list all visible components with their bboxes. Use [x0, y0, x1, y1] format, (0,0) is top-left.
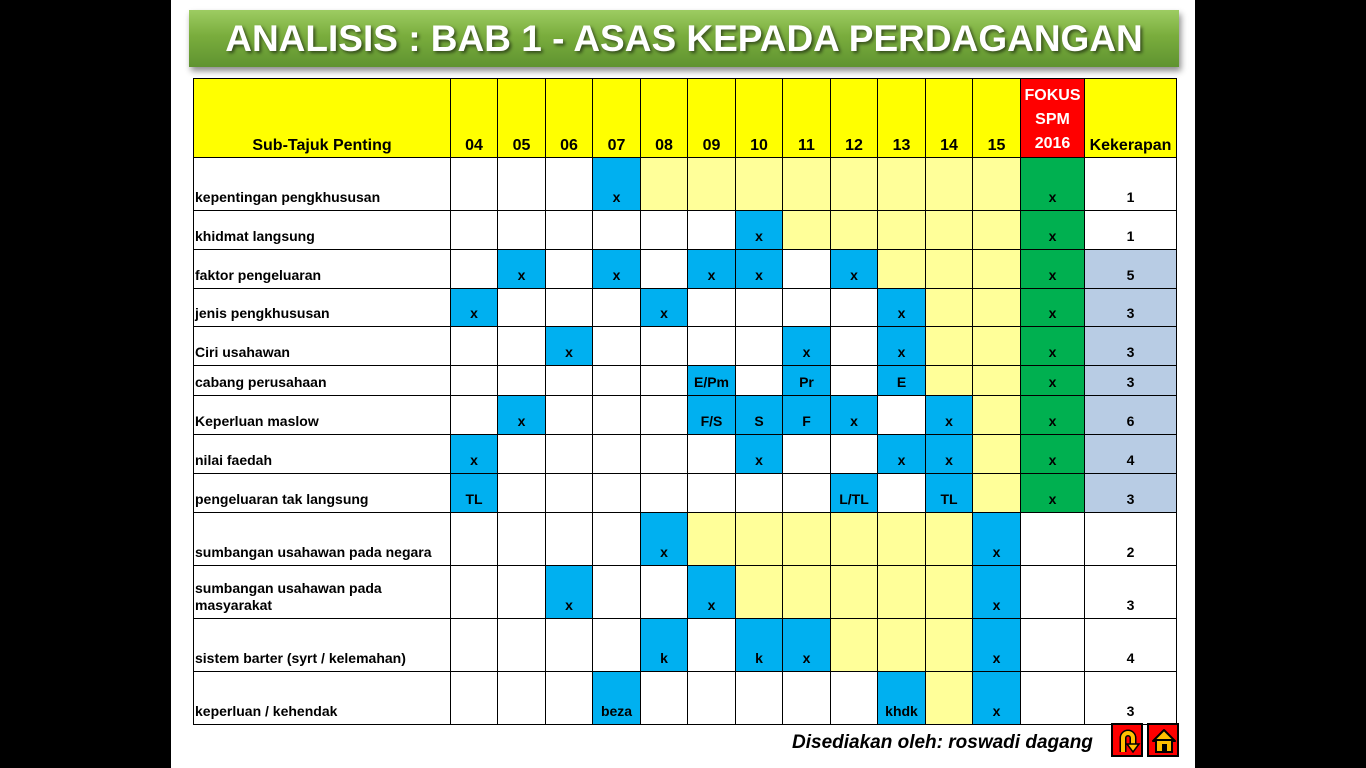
row-label: pengeluaran tak langsung — [194, 474, 451, 513]
year-cell — [498, 672, 546, 725]
year-cell — [878, 619, 926, 672]
year-cell: Pr — [783, 366, 831, 396]
year-cell — [688, 211, 736, 250]
title-banner — [189, 10, 1179, 67]
year-cell — [593, 513, 641, 566]
row-label: Ciri usahawan — [194, 327, 451, 366]
year-cell — [831, 435, 878, 474]
year-cell — [688, 513, 736, 566]
year-cell — [926, 250, 973, 289]
year-cell — [926, 513, 973, 566]
back-button[interactable] — [1111, 723, 1143, 757]
row-label: faktor pengeluaran — [194, 250, 451, 289]
year-cell — [546, 435, 593, 474]
header-cell: 15 — [973, 79, 1021, 158]
home-icon — [1151, 728, 1177, 754]
year-cell — [926, 158, 973, 211]
fokus-cell: x — [1021, 396, 1085, 435]
fokus-cell: x — [1021, 211, 1085, 250]
table-row — [194, 619, 1177, 672]
year-cell — [593, 619, 641, 672]
year-cell — [451, 211, 498, 250]
fokus-cell: x — [1021, 289, 1085, 327]
page-title: ANALISIS : BAB 1 - ASAS KEPADA PERDAGANGAN — [225, 18, 1143, 59]
year-cell — [593, 211, 641, 250]
header-cell: 11 — [783, 79, 831, 158]
header-cell: 07 — [593, 79, 641, 158]
year-cell — [878, 250, 926, 289]
year-cell — [498, 566, 546, 619]
fokus-cell: x — [1021, 474, 1085, 513]
kekerapan-cell: 3 — [1085, 672, 1177, 725]
year-cell — [831, 513, 878, 566]
table-row — [194, 435, 1177, 474]
year-cell — [451, 158, 498, 211]
table-row — [194, 250, 1177, 289]
year-cell — [973, 396, 1021, 435]
year-cell: x — [451, 289, 498, 327]
year-cell: x — [926, 396, 973, 435]
year-cell — [498, 327, 546, 366]
year-cell — [783, 513, 831, 566]
year-cell: x — [973, 566, 1021, 619]
slide — [171, 0, 1195, 768]
year-cell — [641, 366, 688, 396]
year-cell — [451, 672, 498, 725]
row-label: khidmat langsung — [194, 211, 451, 250]
year-cell: x — [736, 435, 783, 474]
year-cell: F/S — [688, 396, 736, 435]
year-cell — [546, 289, 593, 327]
year-cell — [498, 513, 546, 566]
year-cell — [973, 435, 1021, 474]
credit-text: Disediakan oleh: roswadi dagang — [792, 732, 1093, 753]
fokus-cell: x — [1021, 435, 1085, 474]
year-cell — [451, 327, 498, 366]
year-cell — [546, 211, 593, 250]
year-cell — [878, 396, 926, 435]
year-cell: x — [973, 513, 1021, 566]
kekerapan-cell: 2 — [1085, 513, 1177, 566]
kekerapan-cell: 3 — [1085, 327, 1177, 366]
year-cell — [593, 289, 641, 327]
year-cell: x — [831, 250, 878, 289]
year-cell — [878, 566, 926, 619]
year-cell — [831, 327, 878, 366]
year-cell: x — [878, 435, 926, 474]
year-cell: x — [498, 250, 546, 289]
year-cell — [451, 366, 498, 396]
kekerapan-cell: 6 — [1085, 396, 1177, 435]
year-cell: L/TL — [831, 474, 878, 513]
year-cell — [736, 327, 783, 366]
header-cell: 09 — [688, 79, 736, 158]
year-cell — [973, 211, 1021, 250]
year-cell — [546, 396, 593, 435]
table-row — [194, 327, 1177, 366]
year-cell — [688, 474, 736, 513]
year-cell — [593, 327, 641, 366]
year-cell — [973, 250, 1021, 289]
year-cell — [498, 289, 546, 327]
year-cell — [783, 158, 831, 211]
row-label: sumbangan usahawan pada negara — [194, 513, 451, 566]
year-cell: x — [498, 396, 546, 435]
year-cell — [546, 672, 593, 725]
header-cell: 04 — [451, 79, 498, 158]
year-cell — [688, 672, 736, 725]
fokus-cell: x — [1021, 158, 1085, 211]
year-cell — [451, 250, 498, 289]
year-cell: khdk — [878, 672, 926, 725]
kekerapan-cell: 3 — [1085, 566, 1177, 619]
year-cell — [498, 366, 546, 396]
year-cell — [641, 250, 688, 289]
year-cell — [878, 513, 926, 566]
year-cell — [641, 435, 688, 474]
year-cell — [546, 619, 593, 672]
header-cell: Sub-Tajuk Penting — [194, 79, 451, 158]
year-cell: x — [736, 250, 783, 289]
row-label: keperluan / kehendak — [194, 672, 451, 725]
year-cell: x — [783, 619, 831, 672]
year-cell — [783, 566, 831, 619]
year-cell — [641, 474, 688, 513]
year-cell — [498, 158, 546, 211]
year-cell: F — [783, 396, 831, 435]
year-cell — [688, 435, 736, 474]
year-cell: x — [973, 619, 1021, 672]
year-cell — [593, 435, 641, 474]
year-cell: x — [593, 250, 641, 289]
kekerapan-cell: 4 — [1085, 619, 1177, 672]
year-cell: x — [688, 250, 736, 289]
year-cell — [688, 327, 736, 366]
fokus-cell — [1021, 566, 1085, 619]
year-cell — [736, 513, 783, 566]
analysis-table — [193, 78, 1177, 725]
year-cell: x — [641, 289, 688, 327]
year-cell: x — [451, 435, 498, 474]
table-row — [194, 158, 1177, 211]
header-cell: 05 — [498, 79, 546, 158]
year-cell — [831, 211, 878, 250]
year-cell — [498, 435, 546, 474]
year-cell: x — [641, 513, 688, 566]
kekerapan-cell: 3 — [1085, 366, 1177, 396]
year-cell — [546, 366, 593, 396]
table-row — [194, 211, 1177, 250]
row-label: cabang perusahaan — [194, 366, 451, 396]
year-cell — [878, 158, 926, 211]
year-cell — [451, 513, 498, 566]
year-cell: k — [641, 619, 688, 672]
year-cell — [736, 158, 783, 211]
table-row — [194, 474, 1177, 513]
year-cell — [736, 366, 783, 396]
fokus-cell — [1021, 619, 1085, 672]
fokus-cell — [1021, 672, 1085, 725]
year-cell — [593, 566, 641, 619]
year-cell — [831, 366, 878, 396]
year-cell — [926, 566, 973, 619]
year-cell — [546, 158, 593, 211]
year-cell — [546, 474, 593, 513]
year-cell — [831, 672, 878, 725]
year-cell — [498, 211, 546, 250]
year-cell — [926, 619, 973, 672]
header-cell: 12 — [831, 79, 878, 158]
year-cell — [973, 327, 1021, 366]
year-cell: beza — [593, 672, 641, 725]
year-cell: x — [736, 211, 783, 250]
year-cell: x — [546, 566, 593, 619]
year-cell — [831, 619, 878, 672]
year-cell — [688, 289, 736, 327]
header-cell: 08 — [641, 79, 688, 158]
year-cell: TL — [926, 474, 973, 513]
kekerapan-cell: 5 — [1085, 250, 1177, 289]
year-cell — [641, 327, 688, 366]
u-turn-arrow-icon — [1115, 728, 1141, 754]
table-row — [194, 566, 1177, 619]
row-label: kepentingan pengkhususan — [194, 158, 451, 211]
year-cell: k — [736, 619, 783, 672]
year-cell — [783, 250, 831, 289]
year-cell — [783, 289, 831, 327]
year-cell — [688, 158, 736, 211]
year-cell — [641, 158, 688, 211]
kekerapan-cell: 1 — [1085, 211, 1177, 250]
year-cell — [973, 474, 1021, 513]
year-cell — [926, 211, 973, 250]
fokus-cell: x — [1021, 366, 1085, 396]
year-cell — [926, 289, 973, 327]
fokus-cell: x — [1021, 250, 1085, 289]
year-cell — [783, 474, 831, 513]
year-cell: TL — [451, 474, 498, 513]
row-label: sistem barter (syrt / kelemahan) — [194, 619, 451, 672]
year-cell — [736, 474, 783, 513]
year-cell — [783, 435, 831, 474]
year-cell — [973, 289, 1021, 327]
fokus-cell: x — [1021, 327, 1085, 366]
year-cell — [498, 619, 546, 672]
year-cell: S — [736, 396, 783, 435]
year-cell — [878, 211, 926, 250]
year-cell — [878, 474, 926, 513]
table-row — [194, 513, 1177, 566]
year-cell: x — [973, 672, 1021, 725]
year-cell — [736, 289, 783, 327]
year-cell — [926, 366, 973, 396]
year-cell — [546, 513, 593, 566]
year-cell — [783, 672, 831, 725]
year-cell: x — [878, 289, 926, 327]
year-cell — [641, 396, 688, 435]
year-cell — [783, 211, 831, 250]
year-cell: x — [831, 396, 878, 435]
kekerapan-cell: 4 — [1085, 435, 1177, 474]
year-cell — [926, 672, 973, 725]
kekerapan-cell: 3 — [1085, 474, 1177, 513]
year-cell: x — [926, 435, 973, 474]
year-cell — [736, 566, 783, 619]
year-cell — [451, 396, 498, 435]
row-label: nilai faedah — [194, 435, 451, 474]
year-cell — [831, 158, 878, 211]
year-cell — [451, 566, 498, 619]
year-cell: x — [783, 327, 831, 366]
year-cell — [593, 396, 641, 435]
row-label: jenis pengkhususan — [194, 289, 451, 327]
table-row — [194, 672, 1177, 725]
year-cell — [641, 566, 688, 619]
table-row — [194, 396, 1177, 435]
kekerapan-cell: 1 — [1085, 158, 1177, 211]
year-cell: x — [593, 158, 641, 211]
year-cell — [831, 289, 878, 327]
year-cell — [973, 366, 1021, 396]
header-cell: 06 — [546, 79, 593, 158]
year-cell — [926, 327, 973, 366]
table-row — [194, 289, 1177, 327]
row-label: sumbangan usahawan pada masyarakat — [194, 566, 451, 619]
year-cell — [593, 366, 641, 396]
year-cell — [831, 566, 878, 619]
header-cell: 14 — [926, 79, 973, 158]
fokus-cell — [1021, 513, 1085, 566]
year-cell — [451, 619, 498, 672]
year-cell — [498, 474, 546, 513]
year-cell — [973, 158, 1021, 211]
year-cell — [641, 211, 688, 250]
year-cell: x — [546, 327, 593, 366]
year-cell: E/Pm — [688, 366, 736, 396]
year-cell: x — [878, 327, 926, 366]
year-cell — [736, 672, 783, 725]
year-cell: E — [878, 366, 926, 396]
row-label: Keperluan maslow — [194, 396, 451, 435]
year-cell — [546, 250, 593, 289]
year-cell — [688, 619, 736, 672]
table-row — [194, 366, 1177, 396]
header-cell: 10 — [736, 79, 783, 158]
home-button[interactable] — [1147, 723, 1179, 757]
header-cell: Kekerapan — [1085, 79, 1177, 158]
year-cell — [593, 474, 641, 513]
year-cell — [641, 672, 688, 725]
table-header-row — [194, 79, 1177, 158]
kekerapan-cell: 3 — [1085, 289, 1177, 327]
header-cell: 13 — [878, 79, 926, 158]
header-cell-fokus: FOKUS SPM 2016 — [1021, 79, 1085, 158]
year-cell: x — [688, 566, 736, 619]
